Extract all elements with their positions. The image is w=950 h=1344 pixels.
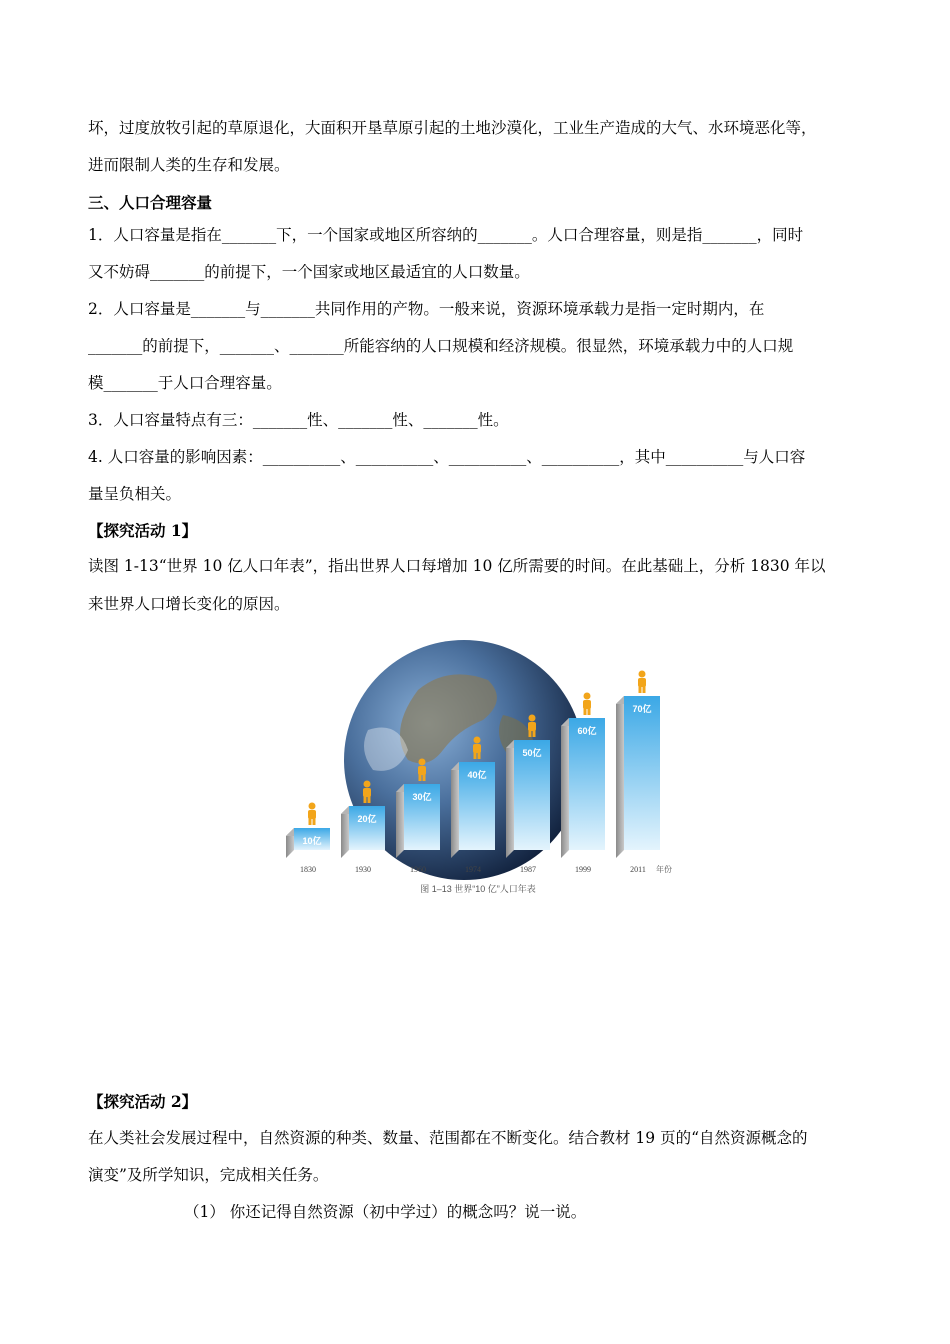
person-head [529, 715, 536, 722]
person-body [308, 810, 316, 819]
bar-group [286, 803, 330, 859]
question-2-line-3: 模_______于人口合理容量。 [88, 374, 282, 392]
activity-2-question-1: （1） 你还记得自然资源（初中学过）的概念吗？说一说。 [184, 1203, 587, 1221]
x-tick-label: 1999 [575, 865, 591, 874]
section-heading: 三、人口合理容量 [88, 193, 213, 212]
bar-value-label: 30亿 [412, 792, 432, 802]
person-head [474, 737, 481, 744]
text-line: 进而限制人类的生存和发展。 [88, 156, 290, 174]
bar-side [616, 696, 624, 858]
bar-side [396, 784, 404, 858]
bar-side [451, 762, 459, 858]
person-head [639, 671, 646, 678]
x-axis-labels [300, 865, 646, 874]
bar [349, 806, 385, 850]
person-leg [313, 818, 316, 825]
bar-value-label: 10亿 [302, 836, 322, 846]
person-leg [419, 774, 422, 781]
person-body [418, 766, 426, 775]
chart-title: 图 1–13 世界“10 亿”人口年表 [420, 884, 536, 894]
person-body [528, 722, 536, 731]
person-head [364, 781, 371, 788]
person-leg [529, 730, 532, 737]
activity-1-title: 【探究活动 1】 [88, 521, 198, 540]
person-leg [639, 686, 642, 693]
person-leg [643, 686, 646, 693]
person-icon [308, 803, 316, 826]
question-1-line-1: 1．人口容量是指在_______下，一个国家或地区所容纳的_______。人口合理容量，则是指_______，同时 [88, 226, 804, 244]
bar-value-label: 20亿 [357, 814, 377, 824]
person-leg [584, 708, 587, 715]
activity-2-text: 演变”及所学知识，完成相关任务。 [88, 1166, 329, 1184]
person-leg [423, 774, 426, 781]
activity-2-text: 在人类社会发展过程中，自然资源的种类、数量、范围都在不断变化。结合教材 19 页的“自然资源概念的 [88, 1129, 808, 1147]
person-leg [478, 752, 481, 759]
person-body [583, 700, 591, 709]
population-figure [268, 620, 688, 910]
person-icon [638, 671, 646, 694]
person-leg [533, 730, 536, 737]
person-body [473, 744, 481, 753]
text-line: 坏，过度放牧引起的草原退化，大面积开垦草原引起的土地沙漠化，工业生产造成的大气、水环境恶化等， [88, 119, 817, 137]
person-icon [583, 693, 591, 716]
person-leg [364, 796, 367, 803]
activity-2-title: 【探究活动 2】 [88, 1092, 198, 1111]
bar-value-label: 50亿 [522, 748, 542, 758]
person-body [363, 788, 371, 797]
x-tick-label: 1960 [410, 865, 426, 874]
x-tick-label: 1974 [465, 865, 481, 874]
bar-side [561, 718, 569, 858]
bar-value-label: 70亿 [632, 704, 652, 714]
x-tick-label: 1930 [355, 865, 371, 874]
bar [624, 696, 660, 850]
person-leg [588, 708, 591, 715]
population-chart [268, 620, 688, 910]
person-leg [474, 752, 477, 759]
x-tick-label: 2011 [630, 865, 646, 874]
bar [569, 718, 605, 850]
person-head [584, 693, 591, 700]
person-leg [309, 818, 312, 825]
question-4-line-2: 量呈负相关。 [88, 485, 182, 503]
person-leg [368, 796, 371, 803]
x-tick-label: 1987 [520, 865, 536, 874]
question-2-line-2: _______的前提下，_______、_______所能容纳的人口规模和经济规模。很显然，环境承载力中的人口规 [88, 337, 794, 355]
person-body [638, 678, 646, 687]
question-3: 3．人口容量特点有三：_______性、_______性、_______性。 [88, 411, 509, 429]
bar-value-label: 60亿 [577, 726, 597, 736]
bar-value-label: 40亿 [467, 770, 487, 780]
x-tick-label: 1830 [300, 865, 316, 874]
bar-group [616, 671, 660, 859]
question-2-line-1: 2．人口容量是_______与_______共同作用的产物。一般来说，资源环境承载力是指一定时期内，在 [88, 300, 765, 318]
x-axis-title: 年份 [656, 865, 672, 874]
activity-1-text: 读图 1-13“世界 10 亿人口年表”，指出世界人口每增加 10 亿所需要的时间。在此基础上，分析 1830 年以 [88, 557, 826, 575]
activity-1-text: 来世界人口增长变化的原因。 [88, 595, 290, 613]
question-4-line-1: 4. 人口容量的影响因素：__________、__________、__________、__________，其中__________与人口容 [88, 448, 806, 466]
person-head [419, 759, 426, 766]
person-head [309, 803, 316, 810]
question-1-line-2: 又不妨碍_______的前提下，一个国家或地区最适宜的人口数量。 [88, 263, 530, 281]
bar-side [506, 740, 514, 858]
